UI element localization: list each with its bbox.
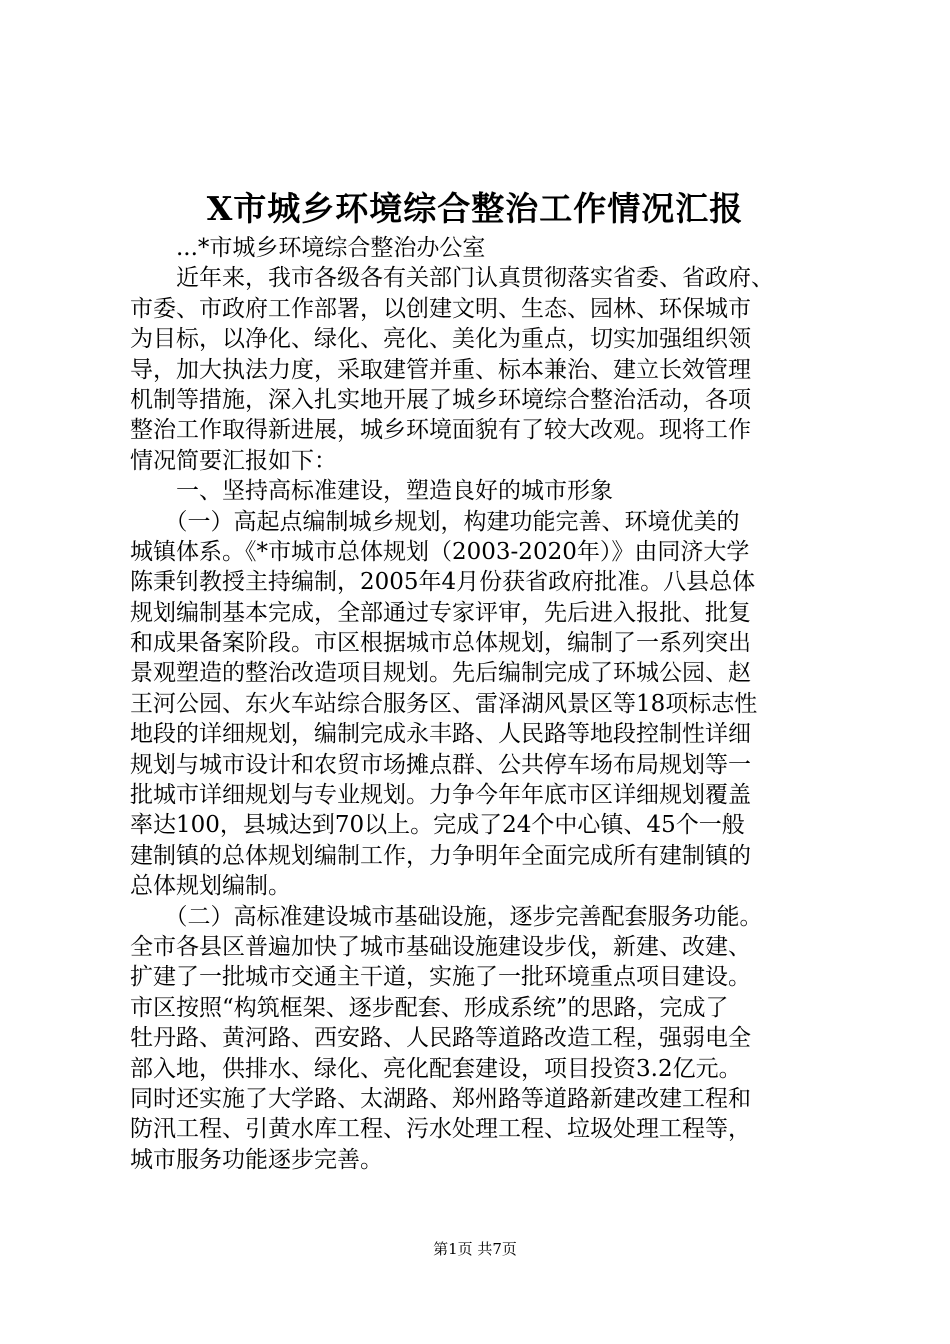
body-line: 牡丹路、黄河路、西安路、人民路等道路改造工程，强弱电全 <box>130 1025 751 1052</box>
body-line: 市区按照“构筑框架、逐步配套、形成系统”的思路，完成了 <box>130 994 729 1021</box>
body-line: 总体规划编制。 <box>130 873 291 900</box>
body-line: 导，加大执法力度，采取建管并重、标本兼治、建立长效管理 <box>130 356 751 383</box>
body-line: ...*市城乡环境综合整治办公室 <box>130 235 486 261</box>
body-line: 陈秉钊教授主持编制，2005年4月份获省政府批准。八县总体 <box>130 569 756 596</box>
body-line: 规划与城市设计和农贸市场摊点群、公共停车场布局规划等一 <box>130 751 751 778</box>
body-line: 地段的详细规划，编制完成永丰路、人民路等地段控制性详细 <box>130 721 751 748</box>
body-line: 景观塑造的整治改造项目规划。先后编制完成了环城公园、赵 <box>130 660 751 687</box>
body-line: 扩建了一批城市交通主干道，实施了一批环境重点项目建设。 <box>130 964 751 991</box>
body-line: 机制等措施，深入扎实地开展了城乡环境综合整治活动，各项 <box>130 386 751 413</box>
body-line: 率达100，县城达到70以上。完成了24个中心镇、45个一般 <box>130 812 745 839</box>
body-line: 整治工作取得新进展，城乡环境面貌有了较大改观。现将工作 <box>130 417 751 444</box>
body-line: 为目标，以净化、绿化、亮化、美化为重点，切实加强组织领 <box>130 326 751 353</box>
body-line: 市委、市政府工作部署，以创建文明、生态、园林、环保城市 <box>130 295 751 322</box>
body-line: 情况简要汇报如下： <box>130 447 337 474</box>
body-line: （一）高起点编制城乡规划，构建功能完善、环境优美的 <box>130 508 740 535</box>
body-line: （二）高标准建设城市基础设施，逐步完善配套服务功能。 <box>130 903 763 930</box>
body-line: 全市各县区普遍加快了城市基础设施建设步伐，新建、改建、 <box>130 933 751 960</box>
body-line: 城市服务功能逐步完善。 <box>130 1146 383 1173</box>
body-line: 近年来，我市各级各有关部门认真贯彻落实省委、省政府、 <box>130 265 774 292</box>
body-line: 一、坚持高标准建设，塑造良好的城市形象 <box>130 478 613 505</box>
document-title: X市城乡环境综合整治工作情况汇报 <box>206 189 744 228</box>
body-line: 规划编制基本完成，全部通过专家评审，先后进入报批、批复 <box>130 599 751 626</box>
body-line: 部入地，供排水、绿化、亮化配套建设，项目投资3.2亿元。 <box>130 1055 742 1082</box>
page-number-footer: 第1页 共7页 <box>433 1240 517 1258</box>
body-line: 建制镇的总体规划编制工作，力争明年全面完成所有建制镇的 <box>130 842 751 869</box>
body-line: 防汛工程、引黄水库工程、污水处理工程、垃圾处理工程等， <box>130 1116 751 1143</box>
body-line: 和成果备案阶段。市区根据城市总体规划，编制了一系列突出 <box>130 630 751 657</box>
body-line: 城镇体系。《*市城市总体规划（2003-2020年）》由同济大学 <box>130 538 750 565</box>
body-line: 同时还实施了大学路、太湖路、郑州路等道路新建改建工程和 <box>130 1085 751 1112</box>
body-line: 批城市详细规划与专业规划。力争今年年底市区详细规划覆盖 <box>130 782 751 809</box>
body-line: 王河公园、东火车站综合服务区、雷泽湖风景区等18项标志性 <box>130 690 758 717</box>
document-body <box>130 233 858 1175</box>
